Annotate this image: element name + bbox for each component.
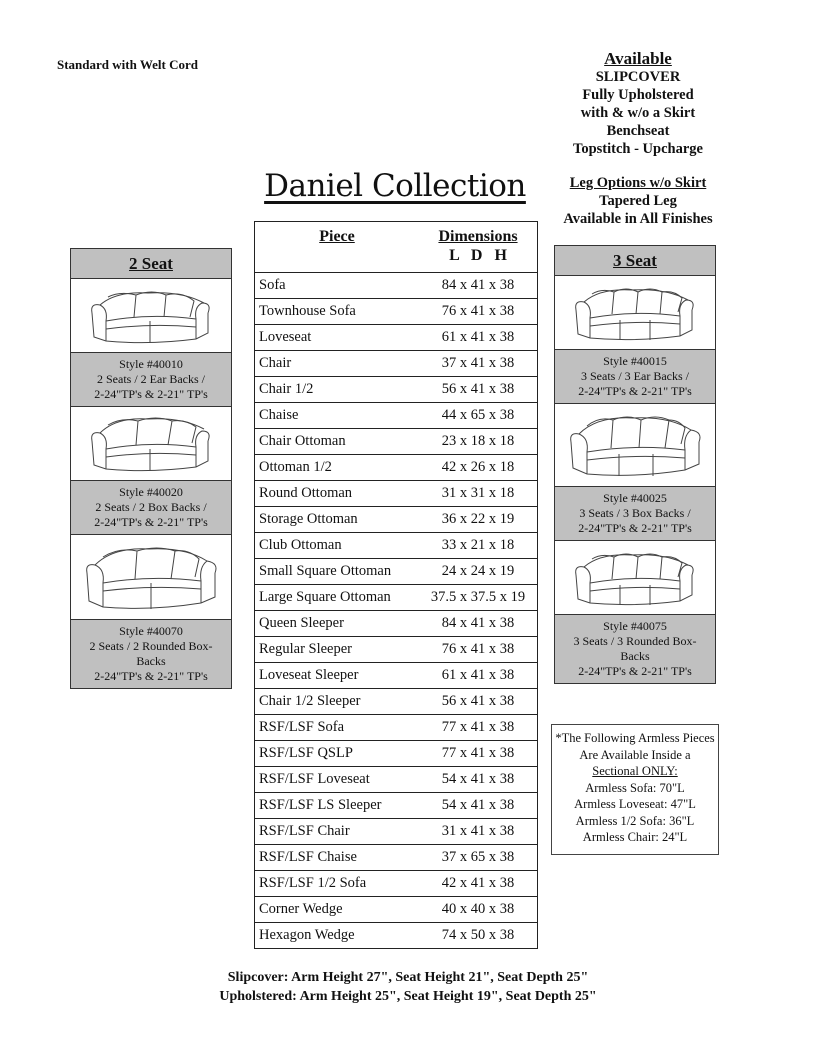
welt-cord-note: Standard with Welt Cord	[57, 57, 198, 72]
table-row	[255, 351, 538, 377]
piece-name: Small Square Ottoman	[255, 559, 420, 585]
piece-name: Round Ottoman	[255, 481, 420, 507]
piece-dimensions: 37.5 x 37.5 x 19	[419, 585, 538, 611]
sofa-2-seat-rounded-box-back-image	[71, 535, 231, 620]
table-row	[255, 403, 538, 429]
piece-dimensions: 77 x 41 x 38	[419, 741, 538, 767]
piece-dimensions: 54 x 41 x 38	[419, 793, 538, 819]
table-row	[255, 689, 538, 715]
piece-name: Chair	[255, 351, 420, 377]
armless-item: Armless Chair: 24"L	[582, 830, 688, 844]
table-row	[255, 481, 538, 507]
table-row	[255, 793, 538, 819]
table-row	[255, 377, 538, 403]
sofa-2-seat-ear-back-image	[71, 279, 231, 353]
three-seat-heading: 3 Seat	[555, 246, 715, 276]
page-title: Daniel Collection	[264, 168, 526, 204]
piece-dimensions: 74 x 50 x 38	[419, 923, 538, 949]
available-line: SLIPCOVER	[595, 69, 681, 85]
table-row	[255, 273, 538, 299]
piece-dimensions: 76 x 41 x 38	[419, 637, 538, 663]
piece-name: RSF/LSF Sofa	[255, 715, 420, 741]
table-row	[255, 299, 538, 325]
piece-dimensions: 31 x 31 x 18	[419, 481, 538, 507]
piece-name: Regular Sleeper	[255, 637, 420, 663]
piece-dimensions: 23 x 18 x 18	[419, 429, 538, 455]
piece-name: Corner Wedge	[255, 897, 420, 923]
dimensions-column-header: Dimensions L D H	[419, 222, 538, 273]
piece-name: RSF/LSF LS Sleeper	[255, 793, 420, 819]
piece-dimensions: 61 x 41 x 38	[419, 325, 538, 351]
piece-dimensions: 84 x 41 x 38	[419, 273, 538, 299]
piece-name: Hexagon Wedge	[255, 923, 420, 949]
two-seat-heading: 2 Seat	[71, 249, 231, 279]
piece-name: Storage Ottoman	[255, 507, 420, 533]
sofa-3-seat-rounded-box-back-image	[555, 541, 715, 615]
piece-name: Chair 1/2	[255, 377, 420, 403]
footer-specs	[100, 968, 716, 1006]
armless-pieces-note: *The Following Armless Pieces Are Available Inside a Sectional ONLY: Armless Sofa: 70"L Armless Loveseat: 47"L Armless 1/2 Sofa: 36"L Armless Chair: 24"L	[551, 724, 719, 855]
table-row	[255, 611, 538, 637]
two-seat-styles	[70, 248, 232, 689]
table-row	[255, 559, 538, 585]
armless-item: Armless Sofa: 70"L	[585, 780, 685, 795]
table-row	[255, 767, 538, 793]
armless-item: Armless 1/2 Sofa: 36"L	[575, 813, 695, 828]
table-row	[255, 637, 538, 663]
piece-column-header: Piece	[255, 222, 420, 273]
piece-dimensions: 37 x 41 x 38	[419, 351, 538, 377]
piece-dimensions: 76 x 41 x 38	[419, 299, 538, 325]
piece-dimensions: 42 x 26 x 18	[419, 455, 538, 481]
sofa-3-seat-ear-back-image	[555, 276, 715, 350]
upholstered-specs: Upholstered: Arm Height 25", Seat Height 19", Seat Depth 25"	[219, 989, 597, 1004]
piece-name: Loveseat Sleeper	[255, 663, 420, 689]
piece-dimensions: 42 x 41 x 38	[419, 871, 538, 897]
slipcover-specs: Slipcover: Arm Height 27", Seat Height 21", Seat Depth 25"	[227, 970, 589, 985]
sofa-3-seat-box-back-image	[555, 404, 715, 487]
piece-dimensions: 36 x 22 x 19	[419, 507, 538, 533]
piece-name: Large Square Ottoman	[255, 585, 420, 611]
leg-option-line: Available in All Finishes	[563, 211, 713, 227]
table-row	[255, 897, 538, 923]
leg-option-line: Tapered Leg	[599, 193, 677, 209]
style-40020-description: Style #40020 2 Seats / 2 Box Backs / 2-24"TP's & 2-21" TP's	[71, 481, 231, 535]
table-row	[255, 325, 538, 351]
piece-name: Chair Ottoman	[255, 429, 420, 455]
table-row	[255, 455, 538, 481]
leg-options-heading: Leg Options w/o Skirt	[569, 175, 707, 191]
piece-dimensions: 56 x 41 x 38	[419, 689, 538, 715]
piece-dimensions: 40 x 40 x 38	[419, 897, 538, 923]
piece-name: Queen Sleeper	[255, 611, 420, 637]
piece-name: Loveseat	[255, 325, 420, 351]
piece-dimensions: 33 x 21 x 18	[419, 533, 538, 559]
available-options	[548, 50, 728, 228]
piece-name: Chair 1/2 Sleeper	[255, 689, 420, 715]
style-40070-description: Style #40070 2 Seats / 2 Rounded Box- Backs 2-24"TP's & 2-21" TP's	[71, 620, 231, 688]
piece-name: Townhouse Sofa	[255, 299, 420, 325]
piece-name: RSF/LSF QSLP	[255, 741, 420, 767]
table-row	[255, 429, 538, 455]
table-row	[255, 585, 538, 611]
piece-dimensions: 84 x 41 x 38	[419, 611, 538, 637]
table-row	[255, 715, 538, 741]
style-40015-description: Style #40015 3 Seats / 3 Ear Backs / 2-24"TP's & 2-21" TP's	[555, 350, 715, 404]
table-row	[255, 819, 538, 845]
available-line: Topstitch - Upcharge	[573, 141, 703, 157]
available-line: Benchseat	[606, 123, 670, 139]
piece-name: RSF/LSF Loveseat	[255, 767, 420, 793]
table-row	[255, 741, 538, 767]
style-40025-description: Style #40025 3 Seats / 3 Box Backs / 2-24"TP's & 2-21" TP's	[555, 487, 715, 541]
piece-dimensions: 56 x 41 x 38	[419, 377, 538, 403]
table-row	[255, 663, 538, 689]
armless-item: Armless Loveseat: 47"L	[574, 797, 696, 811]
available-heading: Available	[604, 49, 672, 68]
table-row	[255, 923, 538, 949]
style-40010-description: Style #40010 2 Seats / 2 Ear Backs / 2-24"TP's & 2-21" TP's	[71, 353, 231, 407]
table-row	[255, 507, 538, 533]
piece-dimensions: 31 x 41 x 38	[419, 819, 538, 845]
piece-dimensions: 54 x 41 x 38	[419, 767, 538, 793]
piece-dimensions: 44 x 65 x 38	[419, 403, 538, 429]
dimensions-table	[254, 221, 538, 949]
piece-name: Ottoman 1/2	[255, 455, 420, 481]
style-40075-description: Style #40075 3 Seats / 3 Rounded Box- Backs 2-24"TP's & 2-21" TP's	[555, 615, 715, 683]
piece-name: RSF/LSF Chaise	[255, 845, 420, 871]
table-row	[255, 533, 538, 559]
sofa-2-seat-box-back-image	[71, 407, 231, 481]
piece-name: RSF/LSF Chair	[255, 819, 420, 845]
available-line: with & w/o a Skirt	[580, 105, 696, 121]
table-row	[255, 871, 538, 897]
piece-dimensions: 24 x 24 x 19	[419, 559, 538, 585]
piece-dimensions: 61 x 41 x 38	[419, 663, 538, 689]
piece-name: Chaise	[255, 403, 420, 429]
piece-name: Club Ottoman	[255, 533, 420, 559]
table-row	[255, 845, 538, 871]
three-seat-styles	[554, 245, 716, 684]
piece-dimensions: 77 x 41 x 38	[419, 715, 538, 741]
piece-name: RSF/LSF 1/2 Sofa	[255, 871, 420, 897]
piece-dimensions: 37 x 65 x 38	[419, 845, 538, 871]
available-line: Fully Upholstered	[582, 87, 694, 103]
piece-name: Sofa	[255, 273, 420, 299]
